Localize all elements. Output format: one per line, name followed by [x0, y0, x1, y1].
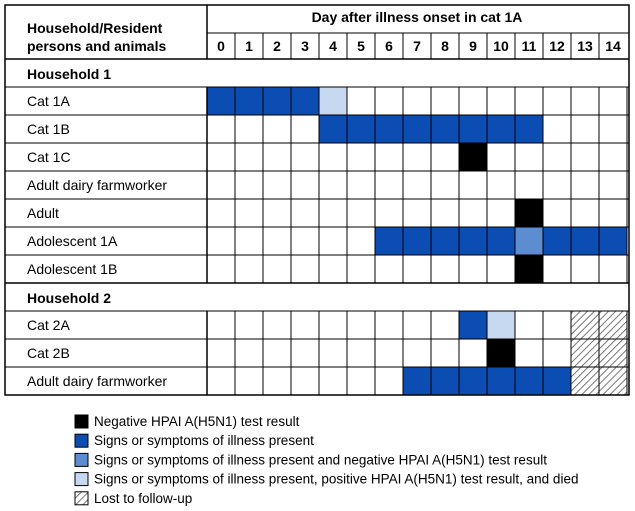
- day-label-8: 8: [441, 38, 449, 54]
- cell-lost-day-13: [571, 339, 599, 367]
- cell-none-day-6: [375, 199, 403, 227]
- row-label: Adolescent 1A: [27, 233, 118, 249]
- legend: [75, 414, 578, 506]
- row-header-line2: persons and animals: [27, 38, 167, 54]
- row-label: Cat 2A: [27, 317, 70, 333]
- day-label-4: 4: [329, 38, 337, 54]
- cell-none-day-3: [291, 115, 319, 143]
- cell-none-day-2: [263, 115, 291, 143]
- cell-none-day-14: [599, 143, 627, 171]
- day-label-0: 0: [217, 38, 225, 54]
- cell-none-day-14: [599, 199, 627, 227]
- cell-none-day-4: [319, 311, 347, 339]
- cell-symptoms-day-6: [375, 115, 403, 143]
- row-label: Adult dairy farmworker: [27, 177, 168, 193]
- cell-symptoms-day-7: [403, 115, 431, 143]
- cell-none-day-11: [515, 339, 543, 367]
- cell-none-day-12: [543, 87, 571, 115]
- cell-none-day-7: [403, 171, 431, 199]
- cell-none-day-5: [347, 143, 375, 171]
- row-label: Cat 1B: [27, 121, 70, 137]
- cell-negative-day-11: [515, 255, 543, 283]
- cell-none-day-5: [347, 255, 375, 283]
- cell-none-day-4: [319, 199, 347, 227]
- table-row: [5, 227, 629, 255]
- cell-none-day-8: [431, 311, 459, 339]
- cell-none-day-2: [263, 339, 291, 367]
- cell-none-day-3: [291, 143, 319, 171]
- cell-none-day-4: [319, 143, 347, 171]
- cell-none-day-8: [431, 199, 459, 227]
- cell-none-day-2: [263, 255, 291, 283]
- cell-symptoms-day-3: [291, 87, 319, 115]
- cell-none-day-3: [291, 367, 319, 395]
- day-label-12: 12: [549, 38, 565, 54]
- cell-none-day-2: [263, 171, 291, 199]
- cell-none-day-1: [235, 143, 263, 171]
- cell-none-day-2: [263, 199, 291, 227]
- cell-none-day-11: [515, 143, 543, 171]
- cell-symptoms-day-8: [431, 367, 459, 395]
- cell-none-day-5: [347, 367, 375, 395]
- day-label-5: 5: [357, 38, 365, 54]
- cell-symptoms-day-12: [543, 367, 571, 395]
- day-label-7: 7: [413, 38, 421, 54]
- cell-none-day-1: [235, 311, 263, 339]
- row-label: Cat 1C: [27, 149, 71, 165]
- row-label: Adolescent 1B: [27, 261, 118, 277]
- cell-symptoms-day-14: [599, 227, 627, 255]
- day-label-13: 13: [577, 38, 593, 54]
- legend-label-negative: Negative HPAI A(H5N1) test result: [94, 414, 300, 429]
- legend-swatch-pos_died: [75, 473, 88, 486]
- row-label: Adult dairy farmworker: [27, 373, 168, 389]
- cell-none-day-8: [431, 255, 459, 283]
- table-row: [5, 87, 629, 115]
- cell-none-day-10: [487, 87, 515, 115]
- cell-neg_symptoms-day-11: [515, 227, 543, 255]
- cell-none-day-8: [431, 339, 459, 367]
- cell-none-day-9: [459, 87, 487, 115]
- cell-none-day-4: [319, 339, 347, 367]
- cell-symptoms-day-8: [431, 227, 459, 255]
- legend-swatch-lost: [75, 492, 88, 505]
- cell-symptoms-day-11: [515, 367, 543, 395]
- cell-none-day-13: [571, 255, 599, 283]
- cell-none-day-12: [543, 199, 571, 227]
- cell-symptoms-day-10: [487, 227, 515, 255]
- legend-swatch-symptoms: [75, 434, 88, 447]
- cell-none-day-9: [459, 171, 487, 199]
- cell-none-day-7: [403, 255, 431, 283]
- cell-none-day-5: [347, 171, 375, 199]
- row-label: Adult: [27, 205, 59, 221]
- cell-none-day-6: [375, 255, 403, 283]
- cell-none-day-9: [459, 199, 487, 227]
- cell-symptoms-day-0: [207, 87, 235, 115]
- cell-none-day-9: [459, 255, 487, 283]
- cell-symptoms-day-10: [487, 367, 515, 395]
- day-label-14: 14: [605, 38, 621, 54]
- cell-none-day-0: [207, 339, 235, 367]
- cell-symptoms-day-10: [487, 115, 515, 143]
- cell-none-day-5: [347, 227, 375, 255]
- cell-none-day-3: [291, 311, 319, 339]
- table-row: [5, 171, 629, 199]
- cell-none-day-1: [235, 227, 263, 255]
- cell-none-day-13: [571, 87, 599, 115]
- cell-none-day-13: [571, 199, 599, 227]
- cell-none-day-0: [207, 171, 235, 199]
- cell-none-day-6: [375, 311, 403, 339]
- cell-none-day-6: [375, 87, 403, 115]
- cell-symptoms-day-9: [459, 227, 487, 255]
- table-row: [5, 339, 629, 367]
- cell-lost-day-13: [571, 367, 599, 395]
- cell-none-day-7: [403, 339, 431, 367]
- cell-none-day-13: [571, 143, 599, 171]
- cell-none-day-7: [403, 143, 431, 171]
- cell-none-day-10: [487, 143, 515, 171]
- cell-none-day-5: [347, 339, 375, 367]
- cell-none-day-1: [235, 171, 263, 199]
- cell-none-day-0: [207, 199, 235, 227]
- cell-symptoms-day-2: [263, 87, 291, 115]
- cell-none-day-7: [403, 199, 431, 227]
- cell-none-day-1: [235, 115, 263, 143]
- cell-lost-day-13: [571, 311, 599, 339]
- cell-none-day-5: [347, 199, 375, 227]
- cell-none-day-10: [487, 255, 515, 283]
- cell-none-day-11: [515, 311, 543, 339]
- section-label: Household 2: [27, 290, 112, 306]
- day-label-11: 11: [521, 38, 537, 54]
- day-label-10: 10: [493, 38, 509, 54]
- row-label: Cat 2B: [27, 345, 70, 361]
- cell-symptoms-day-8: [431, 115, 459, 143]
- cell-lost-day-14: [599, 367, 627, 395]
- cell-none-day-13: [571, 115, 599, 143]
- cell-none-day-2: [263, 227, 291, 255]
- row-header-line1: Household/Resident: [27, 20, 163, 36]
- legend-label-pos_died: Signs or symptoms of illness present, positive HPAI A(H5N1) test result, and died: [94, 471, 579, 487]
- cell-none-day-1: [235, 199, 263, 227]
- cell-none-day-4: [319, 255, 347, 283]
- cell-none-day-12: [543, 115, 571, 143]
- cell-none-day-1: [235, 255, 263, 283]
- cell-none-day-7: [403, 87, 431, 115]
- cell-pos_died-day-4: [319, 87, 347, 115]
- cell-none-day-2: [263, 311, 291, 339]
- cell-none-day-6: [375, 171, 403, 199]
- cell-pos_died-day-10: [487, 311, 515, 339]
- table-row: [5, 255, 629, 283]
- day-label-6: 6: [385, 38, 393, 54]
- cell-none-day-0: [207, 227, 235, 255]
- table-row: [5, 143, 629, 171]
- cell-none-day-2: [263, 143, 291, 171]
- cell-symptoms-day-9: [459, 367, 487, 395]
- day-label-1: 1: [245, 38, 253, 54]
- cell-none-day-3: [291, 227, 319, 255]
- cell-none-day-0: [207, 143, 235, 171]
- legend-swatch-negative: [75, 415, 88, 428]
- table-row: [5, 115, 629, 143]
- cell-symptoms-day-9: [459, 115, 487, 143]
- table-row: [5, 367, 629, 395]
- cell-none-day-14: [599, 115, 627, 143]
- day-label-3: 3: [301, 38, 309, 54]
- cell-none-day-8: [431, 143, 459, 171]
- table-row: [5, 311, 629, 339]
- cell-none-day-13: [571, 171, 599, 199]
- cell-none-day-12: [543, 171, 571, 199]
- day-label-9: 9: [469, 38, 477, 54]
- section-label: Household 1: [27, 66, 112, 82]
- cell-symptoms-day-9: [459, 311, 487, 339]
- cell-none-day-9: [459, 339, 487, 367]
- cell-none-day-12: [543, 255, 571, 283]
- cell-none-day-2: [263, 367, 291, 395]
- cell-none-day-5: [347, 87, 375, 115]
- cell-none-day-14: [599, 87, 627, 115]
- cell-negative-day-9: [459, 143, 487, 171]
- legend-swatch-neg_symptoms: [75, 453, 88, 466]
- cell-none-day-11: [515, 171, 543, 199]
- cell-lost-day-14: [599, 311, 627, 339]
- cell-none-day-10: [487, 199, 515, 227]
- cell-none-day-0: [207, 367, 235, 395]
- row-label: Cat 1A: [27, 93, 70, 109]
- cell-none-day-5: [347, 311, 375, 339]
- cell-lost-day-14: [599, 339, 627, 367]
- cell-none-day-3: [291, 171, 319, 199]
- cell-none-day-4: [319, 367, 347, 395]
- cell-none-day-11: [515, 87, 543, 115]
- cell-none-day-6: [375, 339, 403, 367]
- cell-symptoms-day-5: [347, 115, 375, 143]
- day-axis-title: Day after illness onset in cat 1A: [311, 9, 523, 25]
- cell-none-day-3: [291, 255, 319, 283]
- cell-none-day-4: [319, 171, 347, 199]
- cell-symptoms-day-4: [319, 115, 347, 143]
- cell-none-day-8: [431, 87, 459, 115]
- cell-symptoms-day-6: [375, 227, 403, 255]
- cell-none-day-12: [543, 311, 571, 339]
- legend-label-symptoms: Signs or symptoms of illness present: [94, 433, 314, 449]
- cell-symptoms-day-1: [235, 87, 263, 115]
- cell-none-day-12: [543, 339, 571, 367]
- day-label-2: 2: [273, 38, 281, 54]
- cell-none-day-10: [487, 171, 515, 199]
- cell-none-day-14: [599, 255, 627, 283]
- cell-none-day-6: [375, 367, 403, 395]
- cell-negative-day-10: [487, 339, 515, 367]
- cell-negative-day-11: [515, 199, 543, 227]
- cell-none-day-7: [403, 311, 431, 339]
- cell-none-day-3: [291, 339, 319, 367]
- cell-symptoms-day-7: [403, 367, 431, 395]
- table-row: [5, 199, 629, 227]
- legend-label-lost: Lost to follow-up: [94, 490, 193, 506]
- cell-none-day-1: [235, 367, 263, 395]
- cell-none-day-12: [543, 143, 571, 171]
- cell-symptoms-day-12: [543, 227, 571, 255]
- cell-symptoms-day-7: [403, 227, 431, 255]
- cell-none-day-4: [319, 227, 347, 255]
- cell-none-day-0: [207, 115, 235, 143]
- cell-none-day-6: [375, 143, 403, 171]
- cell-symptoms-day-13: [571, 227, 599, 255]
- legend-label-neg_symptoms: Signs or symptoms of illness present and negative HPAI A(H5N1) test result: [94, 452, 547, 468]
- cell-none-day-14: [599, 171, 627, 199]
- cell-none-day-0: [207, 311, 235, 339]
- cell-none-day-0: [207, 255, 235, 283]
- cell-none-day-8: [431, 171, 459, 199]
- cell-symptoms-day-11: [515, 115, 543, 143]
- cell-none-day-3: [291, 199, 319, 227]
- timeline-grid: [5, 5, 629, 395]
- cell-none-day-1: [235, 339, 263, 367]
